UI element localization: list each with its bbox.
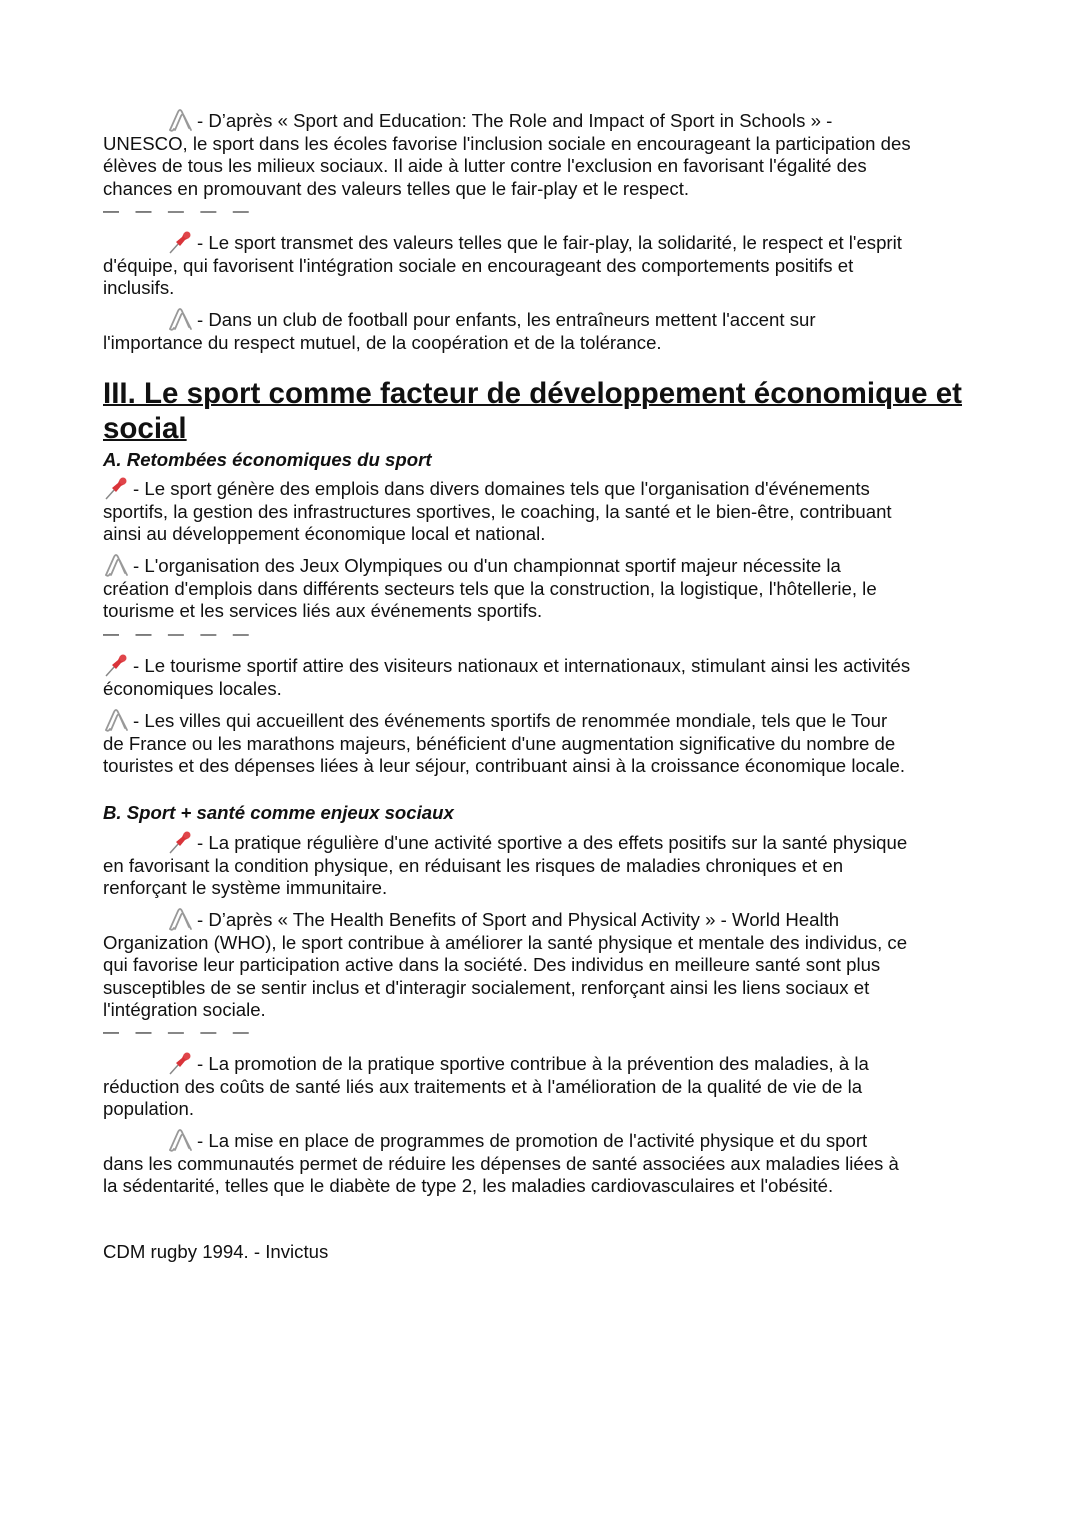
paperclip-icon: [103, 708, 129, 732]
text-line: UNESCO, le sport dans les écoles favorise l'inclusion sociale en encourageant la participation des: [103, 132, 911, 154]
paragraph-tourism: [103, 653, 1003, 700]
text-line: économiques locales.: [103, 677, 282, 699]
pushpin-icon: [167, 230, 193, 254]
text-line: - La promotion de la pratique sportive contribue à la prévention des maladies, à la: [197, 1053, 869, 1074]
text-line: création d'emplois dans différents secteurs tels que la construction, la logistique, l'hôtellerie, le: [103, 577, 877, 599]
paragraph-prevention: [103, 1051, 1003, 1121]
text-line: l'intégration sociale.: [103, 999, 266, 1020]
paragraph-programs-example: [103, 1128, 1003, 1198]
text-line: renforçant le système immunitaire.: [103, 877, 388, 898]
text-line: tourisme et les services liés aux événements sportifs.: [103, 600, 543, 621]
paperclip-icon: [103, 553, 129, 577]
section-heading: [103, 376, 962, 446]
text-line: - Le sport génère des emplois dans divers domaines tels que l'organisation d'événements: [133, 478, 870, 499]
text-line: la sédentarité, telles que le diabète de type 2, les maladies cardiovasculaires et l'obésité.: [103, 1175, 834, 1196]
text-line: qui favorise leur participation active dans la société. Des individus en meilleure santé sont plus: [103, 954, 881, 975]
text-line: susceptibles de se sentir inclus et d'interagir socialement, renforçant ainsi les liens sociaux et: [103, 976, 870, 998]
text-line: - Le tourisme sportif attire des visiteurs nationaux et internationaux, stimulant ainsi les activités: [133, 655, 911, 676]
text-line: - L'organisation des Jeux Olympiques ou d'un championnat sportif majeur nécessite la: [133, 555, 841, 576]
text-line: en favorisant la condition physique, en réduisant les risques de maladies chroniques et en: [103, 854, 844, 876]
text-line: de France ou les marathons majeurs, bénéficient d'une augmentation significative du nombre de: [103, 732, 896, 754]
text-line: population.: [103, 1098, 194, 1119]
paperclip-icon: [167, 1128, 193, 1152]
paragraph-tour-de-france-example: [103, 708, 1003, 778]
text-line: sportifs, la gestion des infrastructures sportives, le coaching, la santé et le bien-être, contribuant: [103, 500, 892, 522]
subsection-heading-a: A. Retombées économiques du sport: [103, 449, 432, 470]
paperclip-icon: [167, 307, 193, 331]
text-line: réduction des coûts de santé liés aux traitements et à l'amélioration de la qualité de vie de la: [103, 1075, 863, 1097]
text-line: touristes et des dépenses liées à leur séjour, contribuant ainsi à la croissance économique locale.: [103, 755, 906, 776]
separator: — — — — —: [103, 1024, 255, 1041]
text-line: - La mise en place de programmes de promotion de l'activité physique et du sport: [197, 1130, 868, 1151]
paragraph-values: [103, 230, 1003, 300]
text-line: ainsi au développement économique local et national.: [103, 523, 546, 544]
text-line: Organization (WHO), le sport contribue à améliorer la santé physique et mentale des individus, ce: [103, 931, 908, 953]
paragraph-jobs: [103, 476, 1003, 546]
paperclip-icon: [167, 108, 193, 132]
text-line: élèves de tous les milieux sociaux. Il aide à lutter contre l'exclusion en favorisant l'égalité des: [103, 155, 867, 176]
text-line: - D’après « Sport and Education: The Role and Impact of Sport in Schools » -: [197, 110, 833, 131]
text-line: d'équipe, qui favorisent l'intégration sociale en encourageant des comportements positifs et: [103, 254, 854, 276]
text-line: chances en promouvant des valeurs telles que le fair-play et le respect.: [103, 177, 690, 199]
text-line: inclusifs.: [103, 277, 175, 298]
pushpin-icon: [167, 1051, 193, 1075]
text-line: - D’après « The Health Benefits of Sport and Physical Activity » - World Health: [197, 909, 840, 930]
separator: — — — — —: [103, 626, 255, 643]
paragraph-who-example: [103, 907, 1003, 1022]
separator: — — — — —: [103, 203, 255, 220]
heading-line: social: [103, 412, 187, 445]
pushpin-icon: [103, 476, 129, 500]
pushpin-icon: [103, 653, 129, 677]
paperclip-icon: [167, 907, 193, 931]
text-line: - Le sport transmet des valeurs telles que le fair-play, la solidarité, le respect et l'esprit: [197, 232, 902, 253]
pushpin-icon: [167, 830, 193, 854]
text-line: dans les communautés permet de réduire les dépenses de santé associées aux maladies liées à: [103, 1152, 899, 1174]
subsection-heading-b: B. Sport + santé comme enjeux sociaux: [103, 802, 454, 823]
footer-note: CDM rugby 1994. - Invictus: [103, 1241, 329, 1262]
paragraph-olympics-example: [103, 553, 1003, 623]
paragraph-health: [103, 830, 1003, 900]
heading-line: III. Le sport comme facteur de développement économique et: [103, 377, 962, 410]
text-line: l'importance du respect mutuel, de la coopération et de la tolérance.: [103, 331, 662, 353]
paragraph-football-example: [103, 307, 1003, 354]
paragraph-unesco-example: [103, 108, 1003, 200]
text-line: - La pratique régulière d'une activité sportive a des effets positifs sur la santé physique: [197, 832, 908, 853]
text-line: - Les villes qui accueillent des événements sportifs de renommée mondiale, tels que le Tour: [133, 710, 888, 731]
text-line: - Dans un club de football pour enfants, les entraîneurs mettent l'accent sur: [197, 309, 816, 330]
